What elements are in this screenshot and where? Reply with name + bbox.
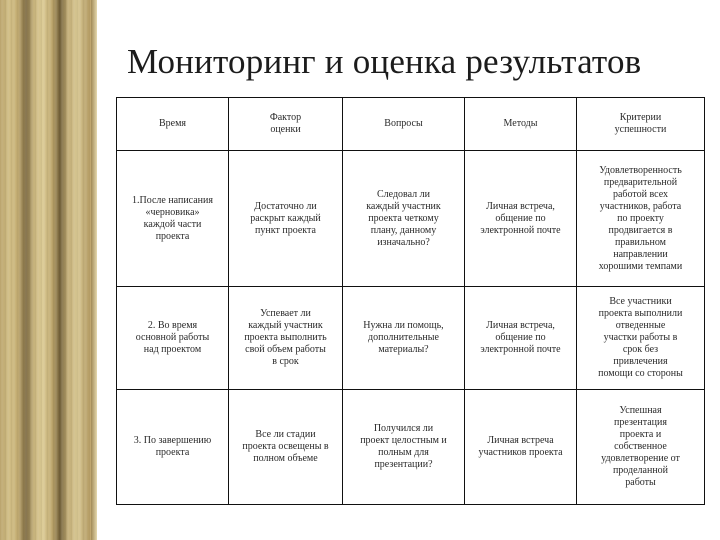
table-cell: Все ли стадии проекта освещены в полном объеме <box>229 390 343 505</box>
header-cell-factor: Фактор оценки <box>229 98 343 151</box>
table-row <box>117 390 705 505</box>
table-row <box>117 287 705 390</box>
table-cell: Получился ли проект целостным и полным для презентации? <box>343 390 465 505</box>
decorative-side-band <box>0 0 97 540</box>
table-cell: Личная встреча, общение по электронной почте <box>465 151 577 287</box>
table-cell: 3. По завершению проекта <box>117 390 229 505</box>
table-cell: Удовлетворенность предварительной работой всех участников, работа по проекту продвигается в правильном направлении хорошими темпами <box>577 151 705 287</box>
table-header-row <box>117 98 705 151</box>
table-cell: 2. Во время основной работы над проектом <box>117 287 229 390</box>
slide-title: Мониторинг и оценка результатов <box>127 42 642 81</box>
table-cell: Успешная презентация проекта и собственное удовлетворение от проделанной работы <box>577 390 705 505</box>
header-cell-time: Время <box>117 98 229 151</box>
table-cell: Личная встреча участников проекта <box>465 390 577 505</box>
header-cell-questions: Вопросы <box>343 98 465 151</box>
table-cell: Все участники проекта выполнили отведенные участки работы в срок без привлечения помощи со стороны <box>577 287 705 390</box>
table-cell: 1.После написания «черновика» каждой части проекта <box>117 151 229 287</box>
table-cell: Нужна ли помощь, дополнительные материалы? <box>343 287 465 390</box>
monitoring-table <box>116 97 705 505</box>
header-cell-criteria: Критерии успешности <box>577 98 705 151</box>
table-cell: Достаточно ли раскрыт каждый пункт проекта <box>229 151 343 287</box>
table-cell: Следовал ли каждый участник проекта четкому плану, данному изначально? <box>343 151 465 287</box>
header-cell-methods: Методы <box>465 98 577 151</box>
table-cell: Личная встреча, общение по электронной почте <box>465 287 577 390</box>
table-cell: Успевает ли каждый участник проекта выполнить свой объем работы в срок <box>229 287 343 390</box>
table-row <box>117 151 705 287</box>
